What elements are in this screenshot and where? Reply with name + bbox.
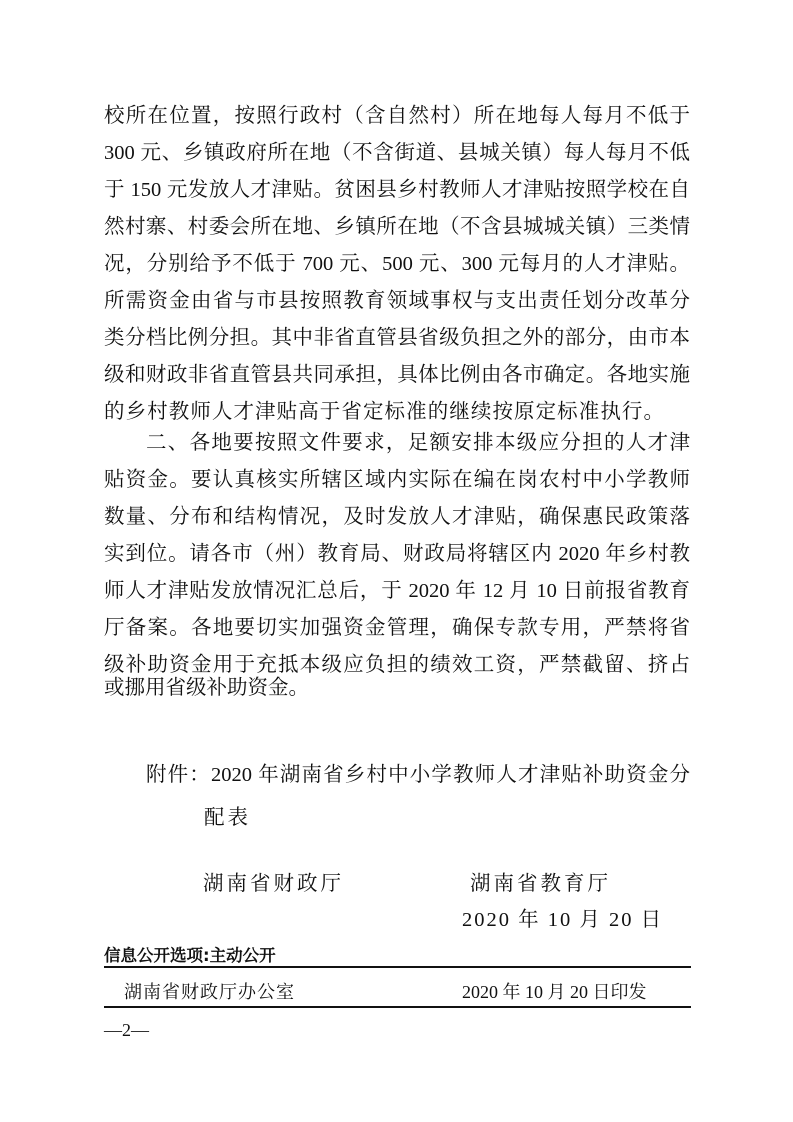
issuer: 湖南省财政厅办公室 bbox=[124, 982, 295, 1002]
text-line: 300 元、乡镇政府所在地（不含街道、县城关镇）每人每月不低 bbox=[104, 142, 690, 164]
text-line: 二、各地要按照文件要求，足额安排本级应分担的人才津 bbox=[146, 432, 690, 454]
text-line: 况，分别给予不低于 700 元、500 元、300 元每月的人才津贴。 bbox=[104, 253, 690, 275]
attachment-line-2: 配表 bbox=[204, 807, 251, 829]
text-line: 的乡村教师人才津贴高于省定标准的继续按原定标准执行。 bbox=[104, 401, 664, 423]
text-line: 级补助资金用于充抵本级应负担的绩效工资，严禁截留、挤占 bbox=[104, 654, 690, 676]
page-number: —2— bbox=[104, 1020, 149, 1040]
signature-date: 2020 年 10 月 20 日 bbox=[462, 909, 664, 931]
divider-top bbox=[104, 966, 691, 968]
text-line: 于 150 元发放人才津贴。贫困县乡村教师人才津贴按照学校在自 bbox=[104, 179, 690, 201]
text-line: 师人才津贴发放情况汇总后，于 2020 年 12 月 10 日前报省教育 bbox=[104, 580, 690, 602]
text-line: 实到位。请各市（州）教育局、财政局将辖区内 2020 年乡村教 bbox=[104, 543, 690, 565]
text-line: 类分档比例分担。其中非省直管县省级负担之外的部分，由市本 bbox=[104, 327, 690, 349]
signature-education-dept: 湖南省教育厅 bbox=[470, 873, 611, 895]
attachment-line: 附件：2020 年湖南省乡村中小学教师人才津贴补助资金分 bbox=[146, 764, 690, 786]
signature-finance-dept: 湖南省财政厅 bbox=[203, 873, 344, 895]
text-line: 贴资金。要认真核实所辖区域内实际在编在岗农村中小学教师 bbox=[104, 469, 690, 491]
text-line: 校所在位置，按照行政村（含自然村）所在地每人每月不低于 bbox=[104, 105, 690, 127]
text-line: 或挪用省级补助资金。 bbox=[104, 677, 309, 699]
text-line: 厅备案。各地要切实加强资金管理，确保专款专用，严禁将省 bbox=[104, 617, 690, 639]
disclosure-option: 信息公开选项:主动公开 bbox=[104, 946, 276, 965]
issue-date: 2020 年 10 月 20 日印发 bbox=[462, 982, 647, 1002]
text-line: 级和财政非省直管县共同承担，具体比例由各市确定。各地实施 bbox=[104, 364, 690, 386]
text-line: 数量、分布和结构情况，及时发放人才津贴，确保惠民政策落 bbox=[104, 506, 690, 528]
text-line: 所需资金由省与市县按照教育领域事权与支出责任划分改革分 bbox=[104, 290, 690, 312]
text-line: 然村寨、村委会所在地、乡镇所在地（不含县城城关镇）三类情 bbox=[104, 216, 690, 238]
divider-bottom bbox=[104, 1006, 691, 1008]
